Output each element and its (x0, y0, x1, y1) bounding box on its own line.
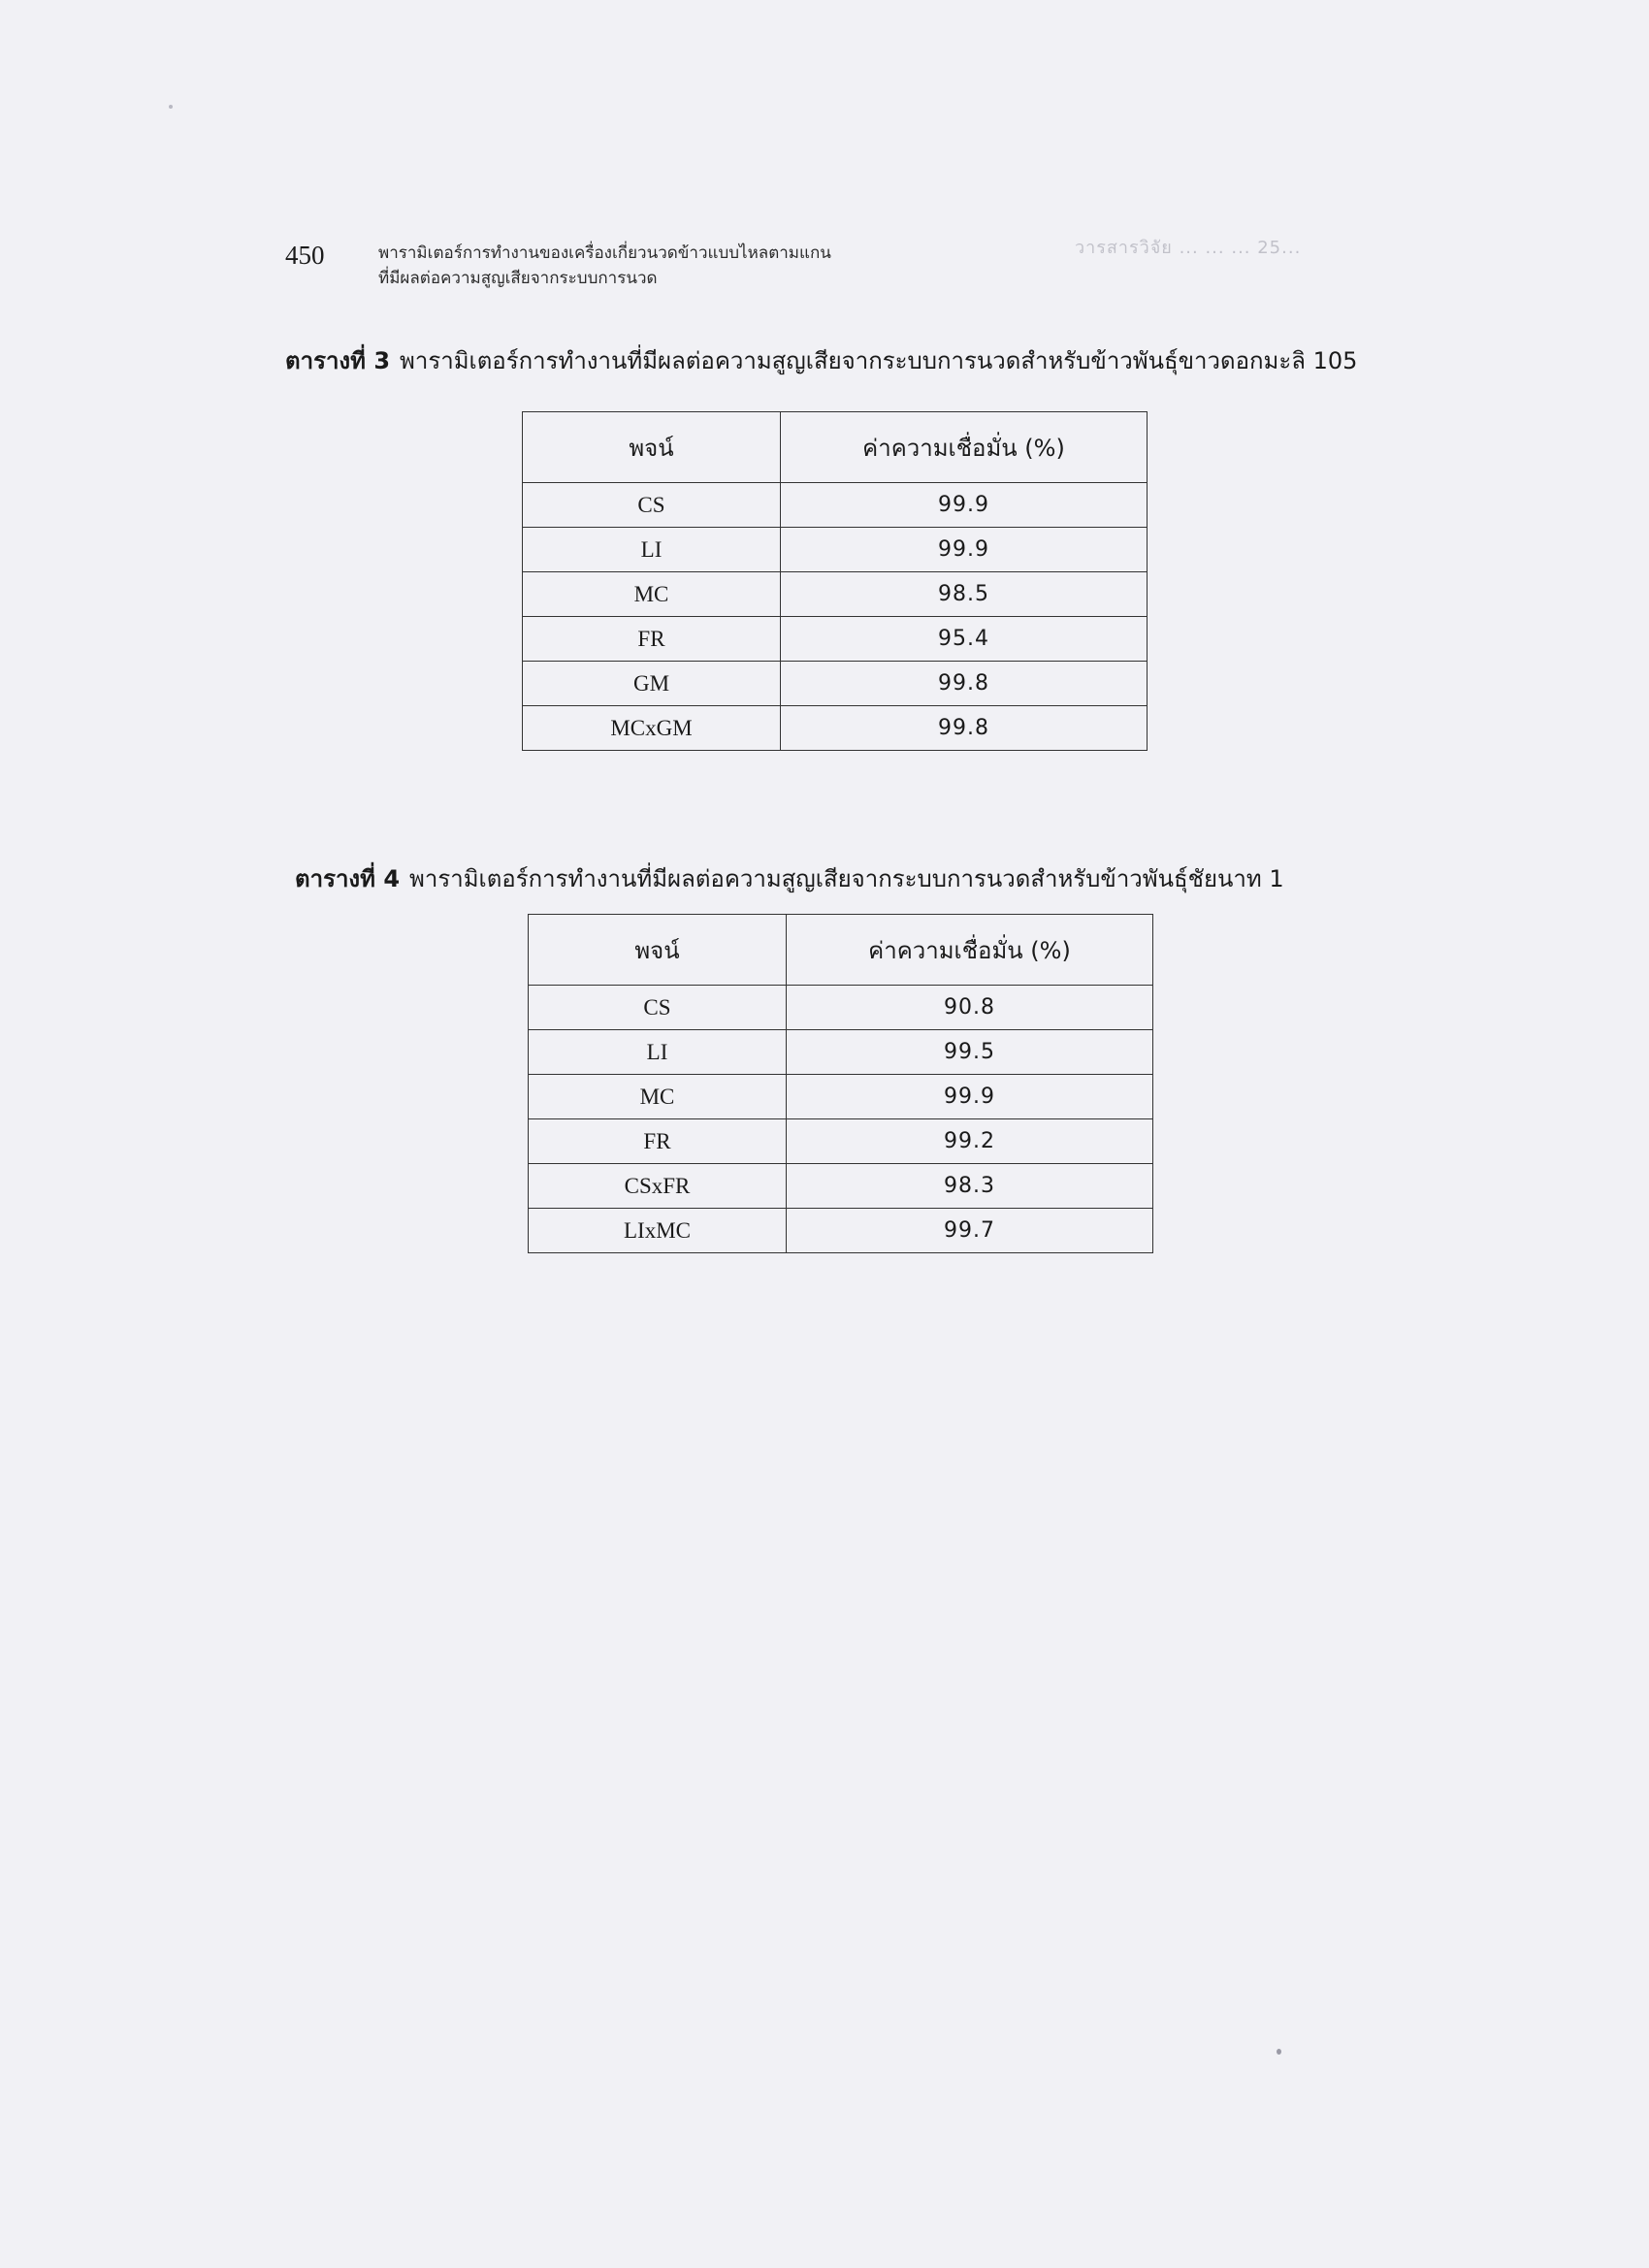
value-cell: 99.9 (781, 483, 1148, 528)
table-row (523, 617, 1148, 662)
table-4 (528, 914, 1153, 1253)
value-cell: 90.8 (787, 986, 1153, 1030)
value-cell: 99.7 (787, 1209, 1153, 1253)
value-cell: 98.3 (787, 1164, 1153, 1209)
term-cell: LIxMC (529, 1209, 787, 1253)
term-cell: MCxGM (523, 706, 781, 751)
table-4-caption-label: ตารางที่ 4 (295, 865, 401, 892)
page-number: 450 (285, 241, 325, 270)
table-3-caption (285, 341, 1357, 379)
table-row (523, 483, 1148, 528)
running-title-line-2: ที่มีผลต่อความสูญเสียจากระบบการนวด (378, 269, 658, 288)
table-row (529, 986, 1153, 1030)
table-3 (522, 411, 1148, 751)
table-header-row (523, 412, 1148, 483)
table-row (523, 662, 1148, 706)
confidence-column-header: ค่าความเชื่อมั่น (%) (787, 915, 1153, 986)
term-cell: LI (529, 1030, 787, 1075)
paper-speck (1277, 2049, 1281, 2055)
value-cell: 98.5 (781, 572, 1148, 617)
faded-journal-stamp: วารสารวิจัย ... ... ... 25... (1075, 238, 1302, 258)
term-cell: CS (523, 483, 781, 528)
table-row (529, 1164, 1153, 1209)
table-row (529, 1075, 1153, 1119)
value-cell: 99.8 (781, 662, 1148, 706)
table-header-row (529, 915, 1153, 986)
value-cell: 99.9 (781, 528, 1148, 572)
term-cell: CS (529, 986, 787, 1030)
value-cell: 99.5 (787, 1030, 1153, 1075)
value-cell: 99.8 (781, 706, 1148, 751)
table-row (529, 1030, 1153, 1075)
value-cell: 99.2 (787, 1119, 1153, 1164)
value-cell: 99.9 (787, 1075, 1153, 1119)
table-row (523, 528, 1148, 572)
term-cell: GM (523, 662, 781, 706)
table-row (523, 572, 1148, 617)
term-column-header: พจน์ (523, 412, 781, 483)
term-cell: MC (523, 572, 781, 617)
term-cell: MC (529, 1075, 787, 1119)
term-cell: FR (523, 617, 781, 662)
running-title-line-1: พารามิเตอร์การทำงานของเครื่องเกี่ยวนวดข้าวแบบไหลตามแกน (378, 243, 831, 263)
confidence-column-header: ค่าความเชื่อมั่น (%) (781, 412, 1148, 483)
value-cell: 95.4 (781, 617, 1148, 662)
term-cell: FR (529, 1119, 787, 1164)
table-3-caption-text: พารามิเตอร์การทำงานที่มีผลต่อความสูญเสียจากระบบการนวดสำหรับข้าวพันธุ์ขาวดอกมะลิ 105 (400, 347, 1358, 374)
term-column-header: พจน์ (529, 915, 787, 986)
table-4-caption-text: พารามิเตอร์การทำงานที่มีผลต่อความสูญเสียจากระบบการนวดสำหรับข้าวพันธุ์ชัยนาท 1 (409, 865, 1284, 892)
table-3-caption-label: ตารางที่ 3 (285, 347, 391, 374)
table-row (523, 706, 1148, 751)
paper-speck (169, 105, 173, 109)
table-row (529, 1119, 1153, 1164)
table-4-caption (295, 859, 1284, 897)
table-row (529, 1209, 1153, 1253)
running-title (378, 241, 831, 291)
term-cell: CSxFR (529, 1164, 787, 1209)
term-cell: LI (523, 528, 781, 572)
